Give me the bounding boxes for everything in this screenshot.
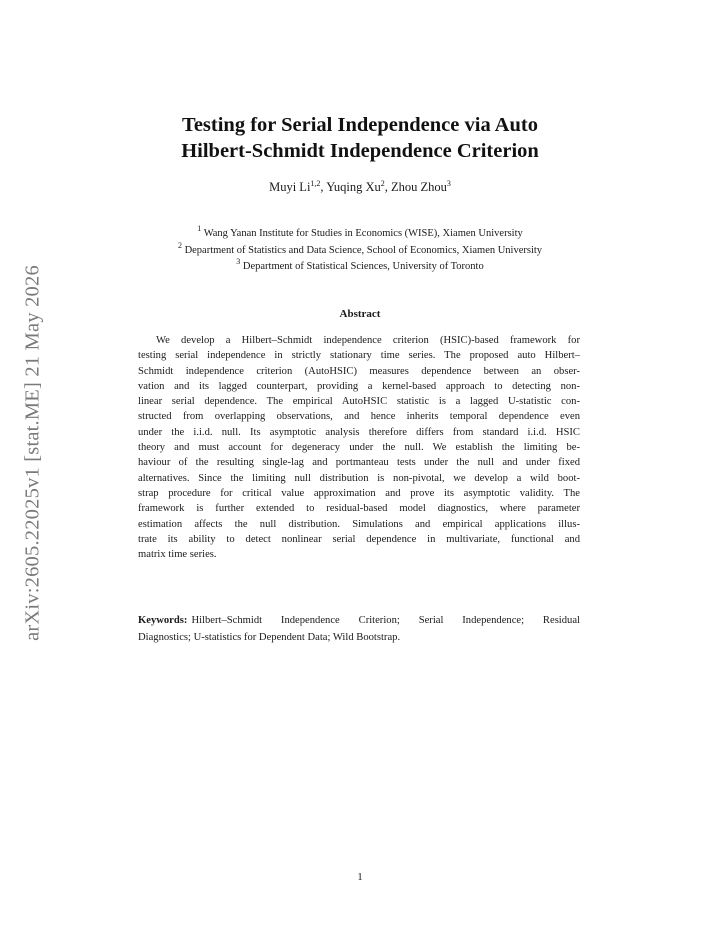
affiliation-text: Department of Statistics and Data Science, School of Economics, Xiamen University — [184, 244, 543, 256]
abstract-line: linear serial dependence. The empirical AutoHSIC statistic is a lagged U-statistic con- — [138, 396, 580, 408]
affiliation-item — [120, 240, 600, 260]
affiliation-list — [120, 226, 600, 276]
paper-title — [130, 112, 590, 164]
abstract-line: theory and must account for degeneracy under the null. We establish the limiting be- — [138, 442, 580, 454]
affiliation-marker: 1 — [197, 224, 202, 233]
abstract-line: testing serial independence in strictly stationary time series. The proposed auto Hilbert– — [138, 350, 580, 362]
author-affiliation-marker: 2 — [380, 179, 385, 188]
abstract-line: structed from overlapping observations, and hence inherits temporal dependence even — [138, 411, 580, 423]
keywords-line — [138, 613, 580, 630]
keywords-label: Keywords: — [138, 615, 188, 626]
affiliation-item — [120, 259, 600, 276]
page-number: 1 — [357, 871, 363, 883]
abstract-line: alternatives. Since the limiting null distribution is non-pivotal, we develop a wild boot- — [138, 472, 580, 484]
abstract-line: haviour of the resulting single-lag and portmanteau tests under the null and under fixed — [138, 457, 580, 469]
author-affiliation-marker: 1,2 — [310, 179, 321, 188]
author-name: Muyi Li — [269, 180, 311, 194]
affiliation-text: Department of Statistical Sciences, University of Toronto — [242, 261, 484, 272]
abstract-heading: Abstract — [339, 308, 381, 320]
affiliation-item — [120, 226, 600, 243]
keywords-line: Diagnostics; U-statistics for Dependent Data; Wild Bootstrap. — [138, 631, 401, 643]
author-affiliation-marker: 3 — [446, 179, 451, 188]
arxiv-identifier-stamp: arXiv:2605.22025v1 [stat.ME] 21 May 2026 — [21, 265, 44, 641]
affiliation-marker: 2 — [177, 240, 182, 250]
abstract-line: strap procedure for critical value approximation and prove its asymptotic validity. The — [138, 487, 580, 499]
abstract-line: vation and its lagged counterpart, providing a kernel-based approach to detecting non- — [138, 380, 580, 392]
author-name: Zhou Zhou — [391, 180, 447, 194]
affiliation-marker: 3 — [236, 257, 241, 266]
abstract-body — [138, 333, 580, 562]
title-line-2: Hilbert-Schmidt Independence Criterion — [181, 140, 539, 162]
keywords-section — [138, 613, 580, 646]
author-list — [130, 179, 590, 195]
abstract-line: trate its ability to detect nonlinear serial dependence in multivariate, functional and — [138, 533, 580, 545]
abstract-line: We develop a Hilbert–Schmidt independence criterion (HSIC)-based framework for — [156, 335, 580, 346]
abstract-line: under the i.i.d. null. Its asymptotic analysis therefore differs from standard i.i.d. HSIC — [138, 426, 580, 438]
abstract-line: estimation affects the null distribution. Simulations and empirical applications illus- — [138, 518, 580, 530]
author-name: Yuqing Xu — [326, 180, 381, 194]
keywords-text: Hilbert–Schmidt Independence Criterion; Serial Independence; Residual — [191, 615, 580, 626]
title-line-1: Testing for Serial Independence via Auto — [182, 114, 538, 136]
abstract-line: framework is further extended to residual-based model diagnostics, where parameter — [138, 503, 580, 515]
affiliation-text: Wang Yanan Institute for Studies in Economics (WISE), Xiamen University — [203, 228, 523, 239]
abstract-line: matrix time series. — [138, 549, 217, 561]
abstract-line: Schmidt independence criterion (AutoHSIC) measures dependence between an obser- — [138, 365, 580, 377]
author-separator: , — [320, 180, 327, 194]
author-separator: , — [384, 180, 391, 194]
